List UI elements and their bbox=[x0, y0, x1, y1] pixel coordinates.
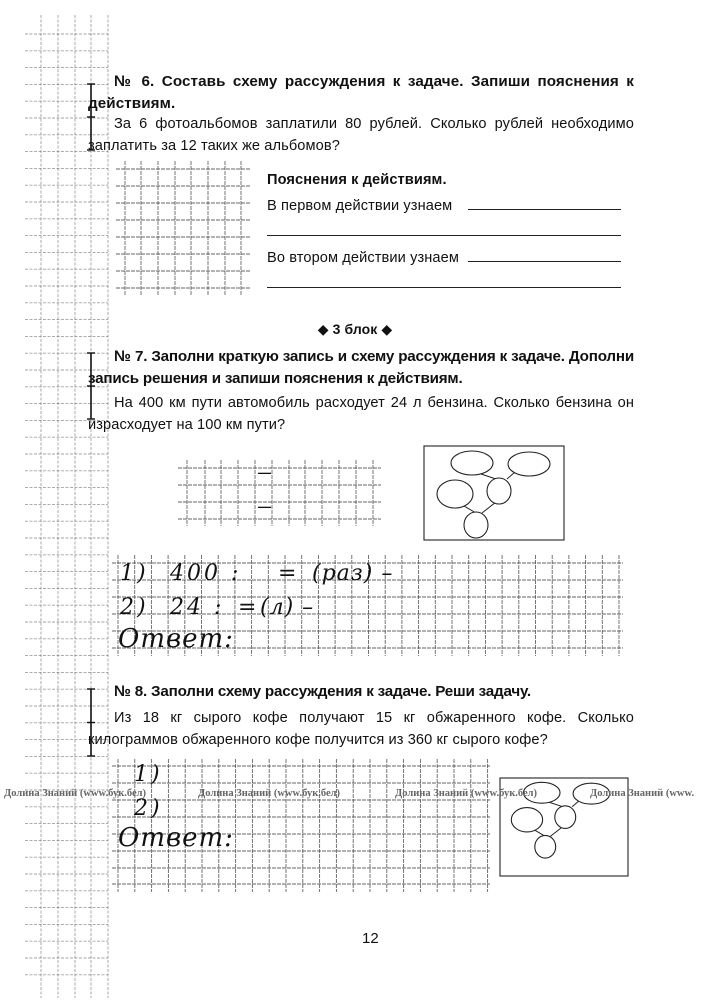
task7-step1-equals: = bbox=[278, 561, 300, 586]
first-action-label bbox=[267, 195, 452, 217]
block-heading: ◆ 3 блок ◆ bbox=[317, 321, 393, 337]
task8-title: № 8. Заполни схему рассуждения к задаче. Реши задачу. bbox=[114, 683, 531, 700]
task7-step2-expression: 24 : bbox=[170, 595, 225, 620]
task6-scheme-grid bbox=[116, 161, 250, 296]
task7-step2-equals: = bbox=[238, 595, 260, 620]
task7-short-record-grid bbox=[178, 460, 381, 526]
task7-problem: На 400 км пути автомобиль расходует 24 л бензина. Сколько бензина он израсходует на 100 км пути? bbox=[88, 395, 634, 433]
first-action-text: В первом действии узнаем bbox=[267, 198, 453, 214]
task8-answer-label: Ответ: bbox=[118, 823, 234, 853]
first-action-answer-line[interactable] bbox=[468, 209, 621, 210]
task7-answer-label: Ответ: bbox=[118, 624, 234, 654]
task7-step1-expression: 400 : bbox=[170, 561, 242, 586]
task8-reasoning-diagram-ellipse-mid-left bbox=[511, 808, 542, 832]
watermark-3: Долина Знаний (www.бук.бел) bbox=[395, 788, 538, 799]
task7-reasoning-diagram-connector bbox=[482, 502, 496, 513]
page-number: 12 bbox=[362, 930, 379, 947]
task7-step1-unit: (раз) – bbox=[312, 561, 394, 586]
first-action-continuation-line[interactable] bbox=[267, 235, 621, 236]
task7-reasoning-diagram-connector bbox=[507, 472, 515, 479]
task7-reasoning-diagram-circle-bottom bbox=[464, 512, 488, 538]
second-action-continuation-line[interactable] bbox=[267, 287, 621, 288]
task7-reasoning-diagram-circle-center bbox=[487, 478, 511, 504]
watermark-4: Долина Знаний (www. bbox=[590, 788, 695, 799]
task6-problem: За 6 фотоальбомов заплатили 80 рублей. Сколько рублей необходимо заплатить за 12 таких же альбомов? bbox=[88, 116, 634, 154]
task7-step1-number: 1) bbox=[120, 561, 149, 586]
task7-reasoning-diagram-ellipse-top-left bbox=[451, 451, 493, 475]
task7-step2-number: 2) bbox=[120, 595, 149, 620]
watermark-2: Долина Знаний (www.бук.бел) bbox=[198, 788, 341, 799]
second-action-text: Во втором действии узнаем bbox=[267, 250, 459, 266]
short-record-dash-2: — bbox=[258, 499, 271, 514]
task8-reasoning-diagram-circle-center bbox=[555, 806, 576, 829]
second-action-label bbox=[267, 247, 459, 269]
task7-reasoning-diagram-connector bbox=[481, 474, 496, 479]
task8-reasoning-diagram-circle-bottom bbox=[535, 835, 556, 858]
task8-reasoning-diagram-connector bbox=[550, 827, 562, 837]
task8-reasoning-diagram-connector bbox=[550, 802, 563, 806]
task8-step1-number: 1) bbox=[134, 762, 163, 787]
task8-problem: Из 18 кг сырого кофе получают 15 кг обжаренного кофе. Сколько килограммов обжаренного кофе получится из 360 кг сырого кофе? bbox=[88, 710, 634, 748]
explanations-heading: Пояснения к действиям. bbox=[267, 172, 447, 188]
task7-reasoning-diagram-ellipse-top-right bbox=[508, 452, 550, 476]
task8-step2-number: 2) bbox=[134, 796, 163, 821]
task6-title: № 6. Составь схему рассуждения к задаче. Запиши пояснения к действиям. bbox=[88, 73, 634, 112]
task7-title: № 7. Заполни краткую запись и схему рассуждения к задаче. Дополни запись решения и запиши пояснения к действиям. bbox=[88, 348, 634, 387]
task7-step2-unit: (л) – bbox=[260, 595, 315, 620]
short-record-dash-1: — bbox=[258, 465, 271, 480]
task8-reasoning-diagram-connector bbox=[572, 801, 579, 807]
watermark-1: Долина Знаний (www.бук.бел) bbox=[4, 788, 147, 799]
second-action-answer-line[interactable] bbox=[468, 261, 621, 262]
task7-reasoning-diagram-ellipse-mid-left bbox=[437, 480, 473, 508]
margin-grid bbox=[25, 15, 108, 998]
